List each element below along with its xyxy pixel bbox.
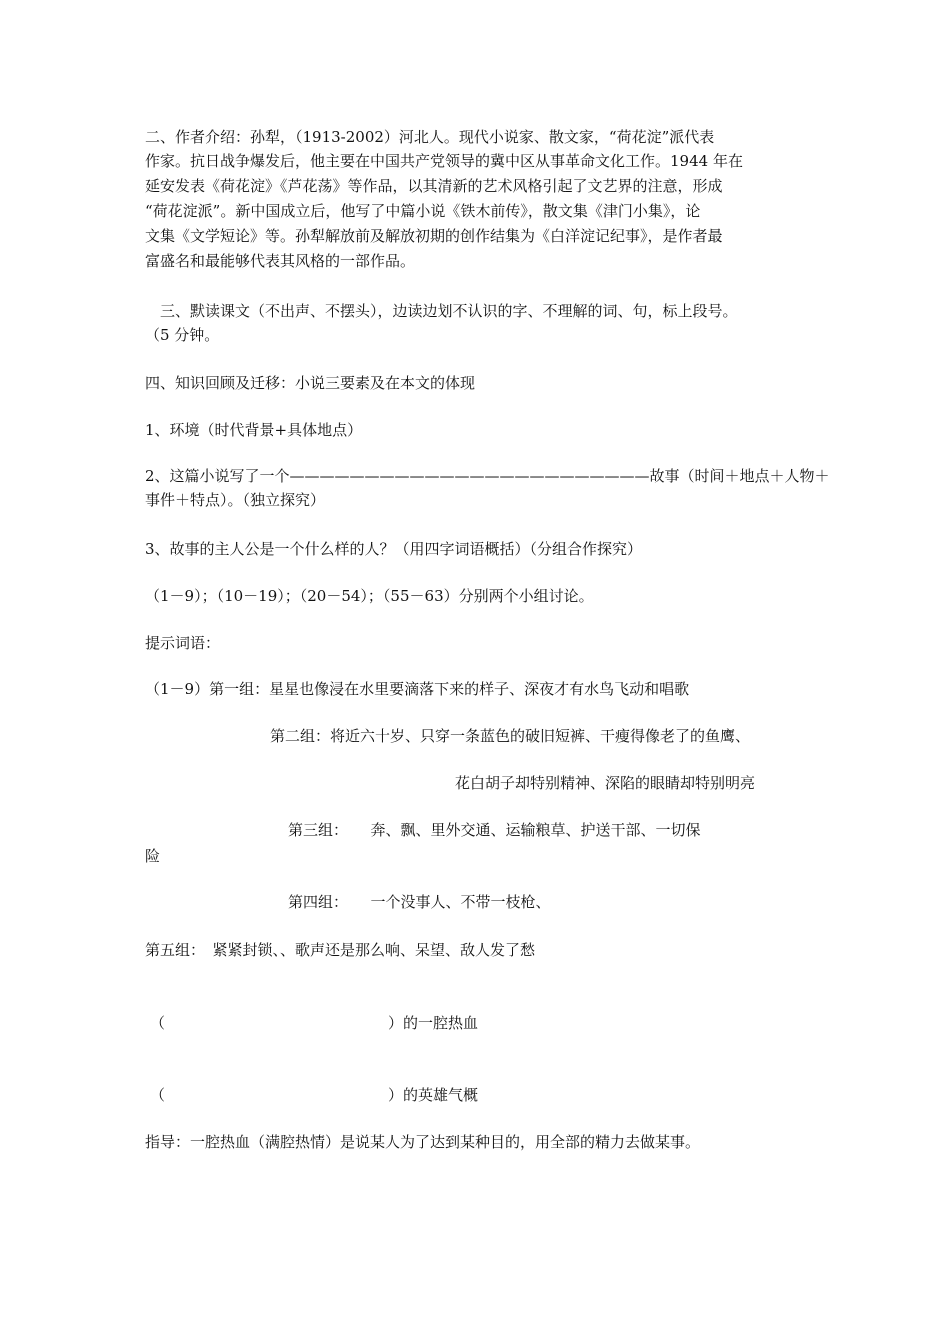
intro-line-3: 延安发表《荷花淀》《芦花荡》等作品，以其清新的艺术风格引起了文艺界的注意，形成: [145, 177, 723, 195]
item-protagonist: 3、故事的主人公是一个什么样的人？（用四字词语概括）（分组合作探究）: [145, 540, 643, 558]
blank-1-close: ）的一腔热血: [388, 1014, 479, 1032]
blank-2-open: （: [150, 1086, 166, 1104]
group-2-continued: 花白胡子却特别精神、深陷的眼睛却特别明亮: [455, 774, 756, 792]
groups-split: （1－9）；（10－19）；（20－54）；（55－63）分别两个小组讨论。: [145, 587, 594, 605]
intro-line-4: “荷花淀派”。新中国成立后，他写了中篇小说《铁木前传》，散文集《津门小集》，论: [145, 202, 701, 220]
blank-2-close: ）的英雄气概: [388, 1086, 479, 1104]
group-2: 第二组：将近六十岁、只穿一条蓝色的破旧短裤、干瘦得像老了的鱼鹰、: [270, 727, 751, 745]
group-3: 第三组： 奔、飘、里外交通、运输粮草、护送干部、一切保: [288, 821, 701, 839]
item-story-line-2: 事件＋特点）。（独立探究）: [145, 491, 326, 509]
section3-line-1: 三、默读课文（不出声、不摆头），边读边划不认识的字、不理解的词、句，标上段号。: [160, 302, 738, 320]
group-4: 第四组： 一个没事人、不带一枝枪、: [288, 893, 551, 911]
item-story-line-1: 2、这篇小说写了一个————————————————————————故事（时间＋地点＋人物＋: [145, 467, 830, 485]
blank-1-open: （: [150, 1014, 166, 1032]
intro-line-6: 富盛名和最能够代表其风格的一部作品。: [145, 252, 416, 270]
intro-line-1: 二、作者介绍：孙犁，（1913-2002）河北人。现代小说家、散文家，“荷花淀”派代表: [145, 128, 715, 146]
intro-line-2: 作家。抗日战争爆发后，他主要在中国共产党领导的冀中区从事革命文化工作。1944 年在: [145, 152, 743, 170]
group-3-continued: 险: [145, 847, 161, 865]
intro-line-5: 文集《文学短论》等。孙犁解放前及解放初期的创作结集为《白洋淀记纪事》，是作者最: [145, 227, 723, 245]
group-1: （1－9）第一组：星星也像浸在水里要滴落下来的样子、深夜才有水鸟飞动和唱歌: [145, 680, 690, 698]
section4-heading: 四、知识回顾及迁移：小说三要素及在本文的体现: [145, 374, 476, 392]
section3-line-2: （5 分钟。: [145, 326, 220, 344]
guide-text: 指导：一腔热血（满腔热情）是说某人为了达到某种目的，用全部的精力去做某事。: [145, 1133, 701, 1151]
group-5: 第五组： 紧紧封锁、、歌声还是那么响、呆望、敌人发了愁: [145, 941, 536, 959]
item-environment: 1、环境（时代背景+具体地点）: [145, 421, 363, 439]
hint-label: 提示词语：: [145, 634, 221, 652]
